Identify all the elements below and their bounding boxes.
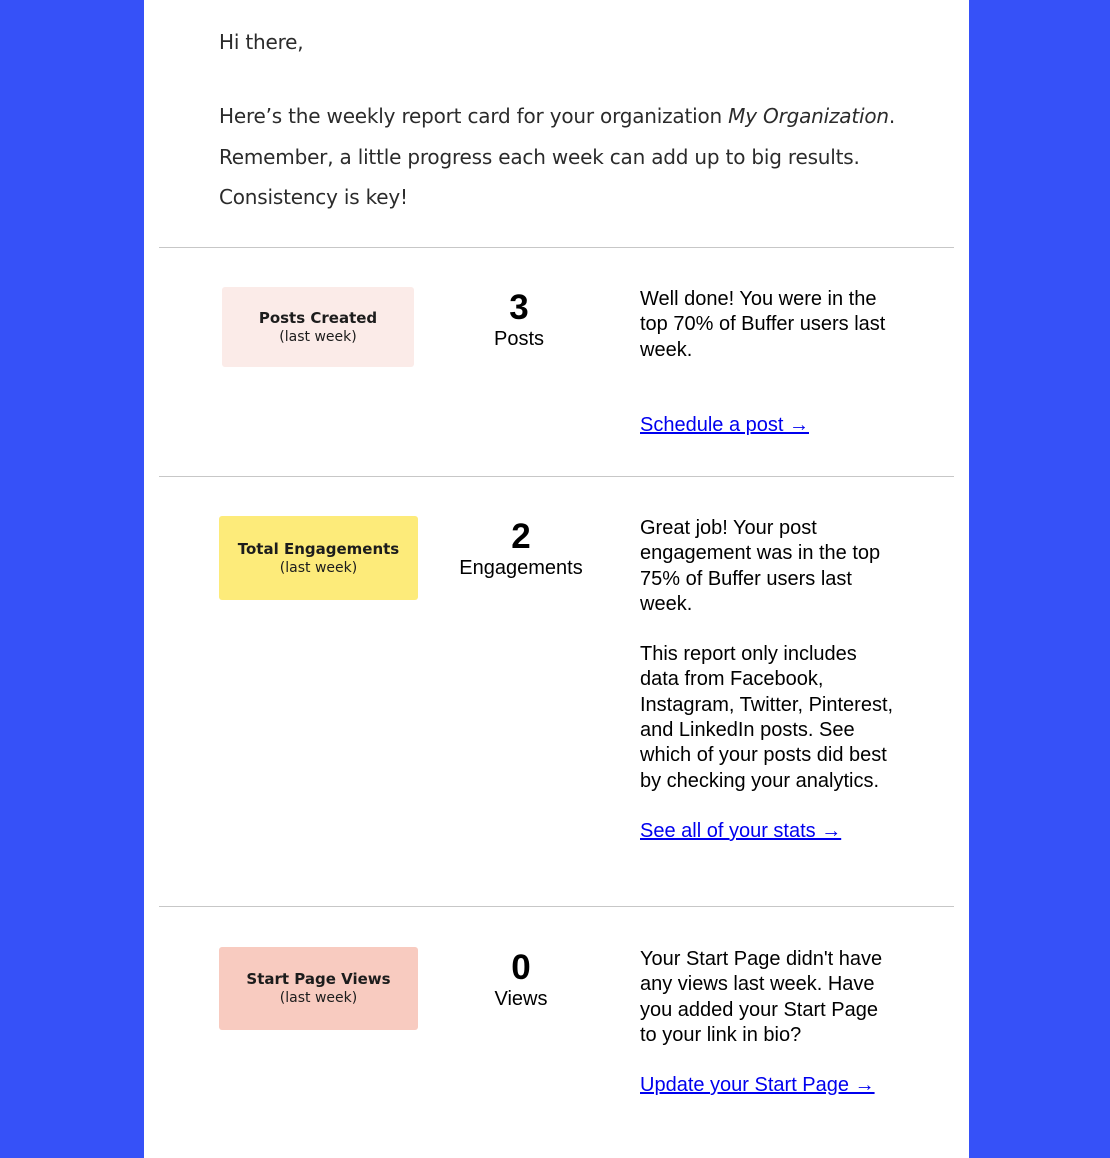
posts-stat: [444, 290, 594, 352]
posts-created-badge: [222, 287, 414, 367]
organization-name: My Organization: [728, 104, 889, 128]
description-paragraph: Your Start Page didn't have any views last week. Have you added your Start Page to your link in bio?: [640, 948, 883, 1046]
posts-created-section: [144, 248, 969, 476]
intro-text: [219, 24, 919, 218]
description-paragraph: This report only includes data from Facebook, Instagram, Twitter, Pinterest, and LinkedIn posts. See which of your posts did best by checking your analytics.: [640, 643, 894, 792]
start-page-description: [640, 947, 900, 1098]
schedule-post-link[interactable]: Schedule a post →: [640, 413, 809, 436]
engagements-badge: [219, 516, 418, 600]
update-start-page-link[interactable]: Update your Start Page →: [640, 1074, 875, 1097]
engagements-section: [144, 477, 969, 906]
intro-line-2: Remember, a little progress each week can add up to big results.: [219, 144, 860, 169]
report-suffix: .: [888, 104, 896, 128]
stat-value: 3: [509, 288, 529, 327]
engagements-stat: [441, 519, 601, 581]
description-paragraph: Great job! Your post engagement was in the top 75% of Buffer users last week.: [640, 517, 881, 615]
badge-subtitle: (last week): [279, 328, 357, 345]
stat-value: 2: [511, 517, 531, 556]
badge-subtitle: (last week): [279, 990, 358, 1006]
engagements-description: [640, 516, 900, 844]
start-page-section: [144, 907, 969, 1158]
stat-unit: Posts: [493, 328, 545, 350]
email-card: [144, 0, 969, 1158]
badge-title: Start Page Views: [246, 970, 391, 988]
description-paragraph: Well done! You were in the top 70% of Buffer users last week.: [640, 288, 886, 361]
badge-title: Total Engagements: [237, 539, 400, 558]
posts-description: [640, 287, 900, 438]
intro-line-3: Consistency is key!: [219, 185, 408, 209]
badge-subtitle: (last week): [279, 559, 358, 576]
badge-title: Posts Created: [258, 308, 378, 327]
stat-unit: Engagements: [459, 557, 583, 579]
stat-value: 0: [511, 948, 531, 987]
see-stats-link[interactable]: See all of your stats →: [640, 819, 842, 842]
stat-unit: Views: [494, 988, 548, 1010]
intro-body: [219, 96, 919, 218]
start-page-badge: [219, 947, 418, 1030]
report-prefix: Here’s the weekly report card for your organization: [219, 104, 729, 128]
greeting: Hi there,: [219, 30, 304, 54]
views-stat: [446, 950, 596, 1012]
